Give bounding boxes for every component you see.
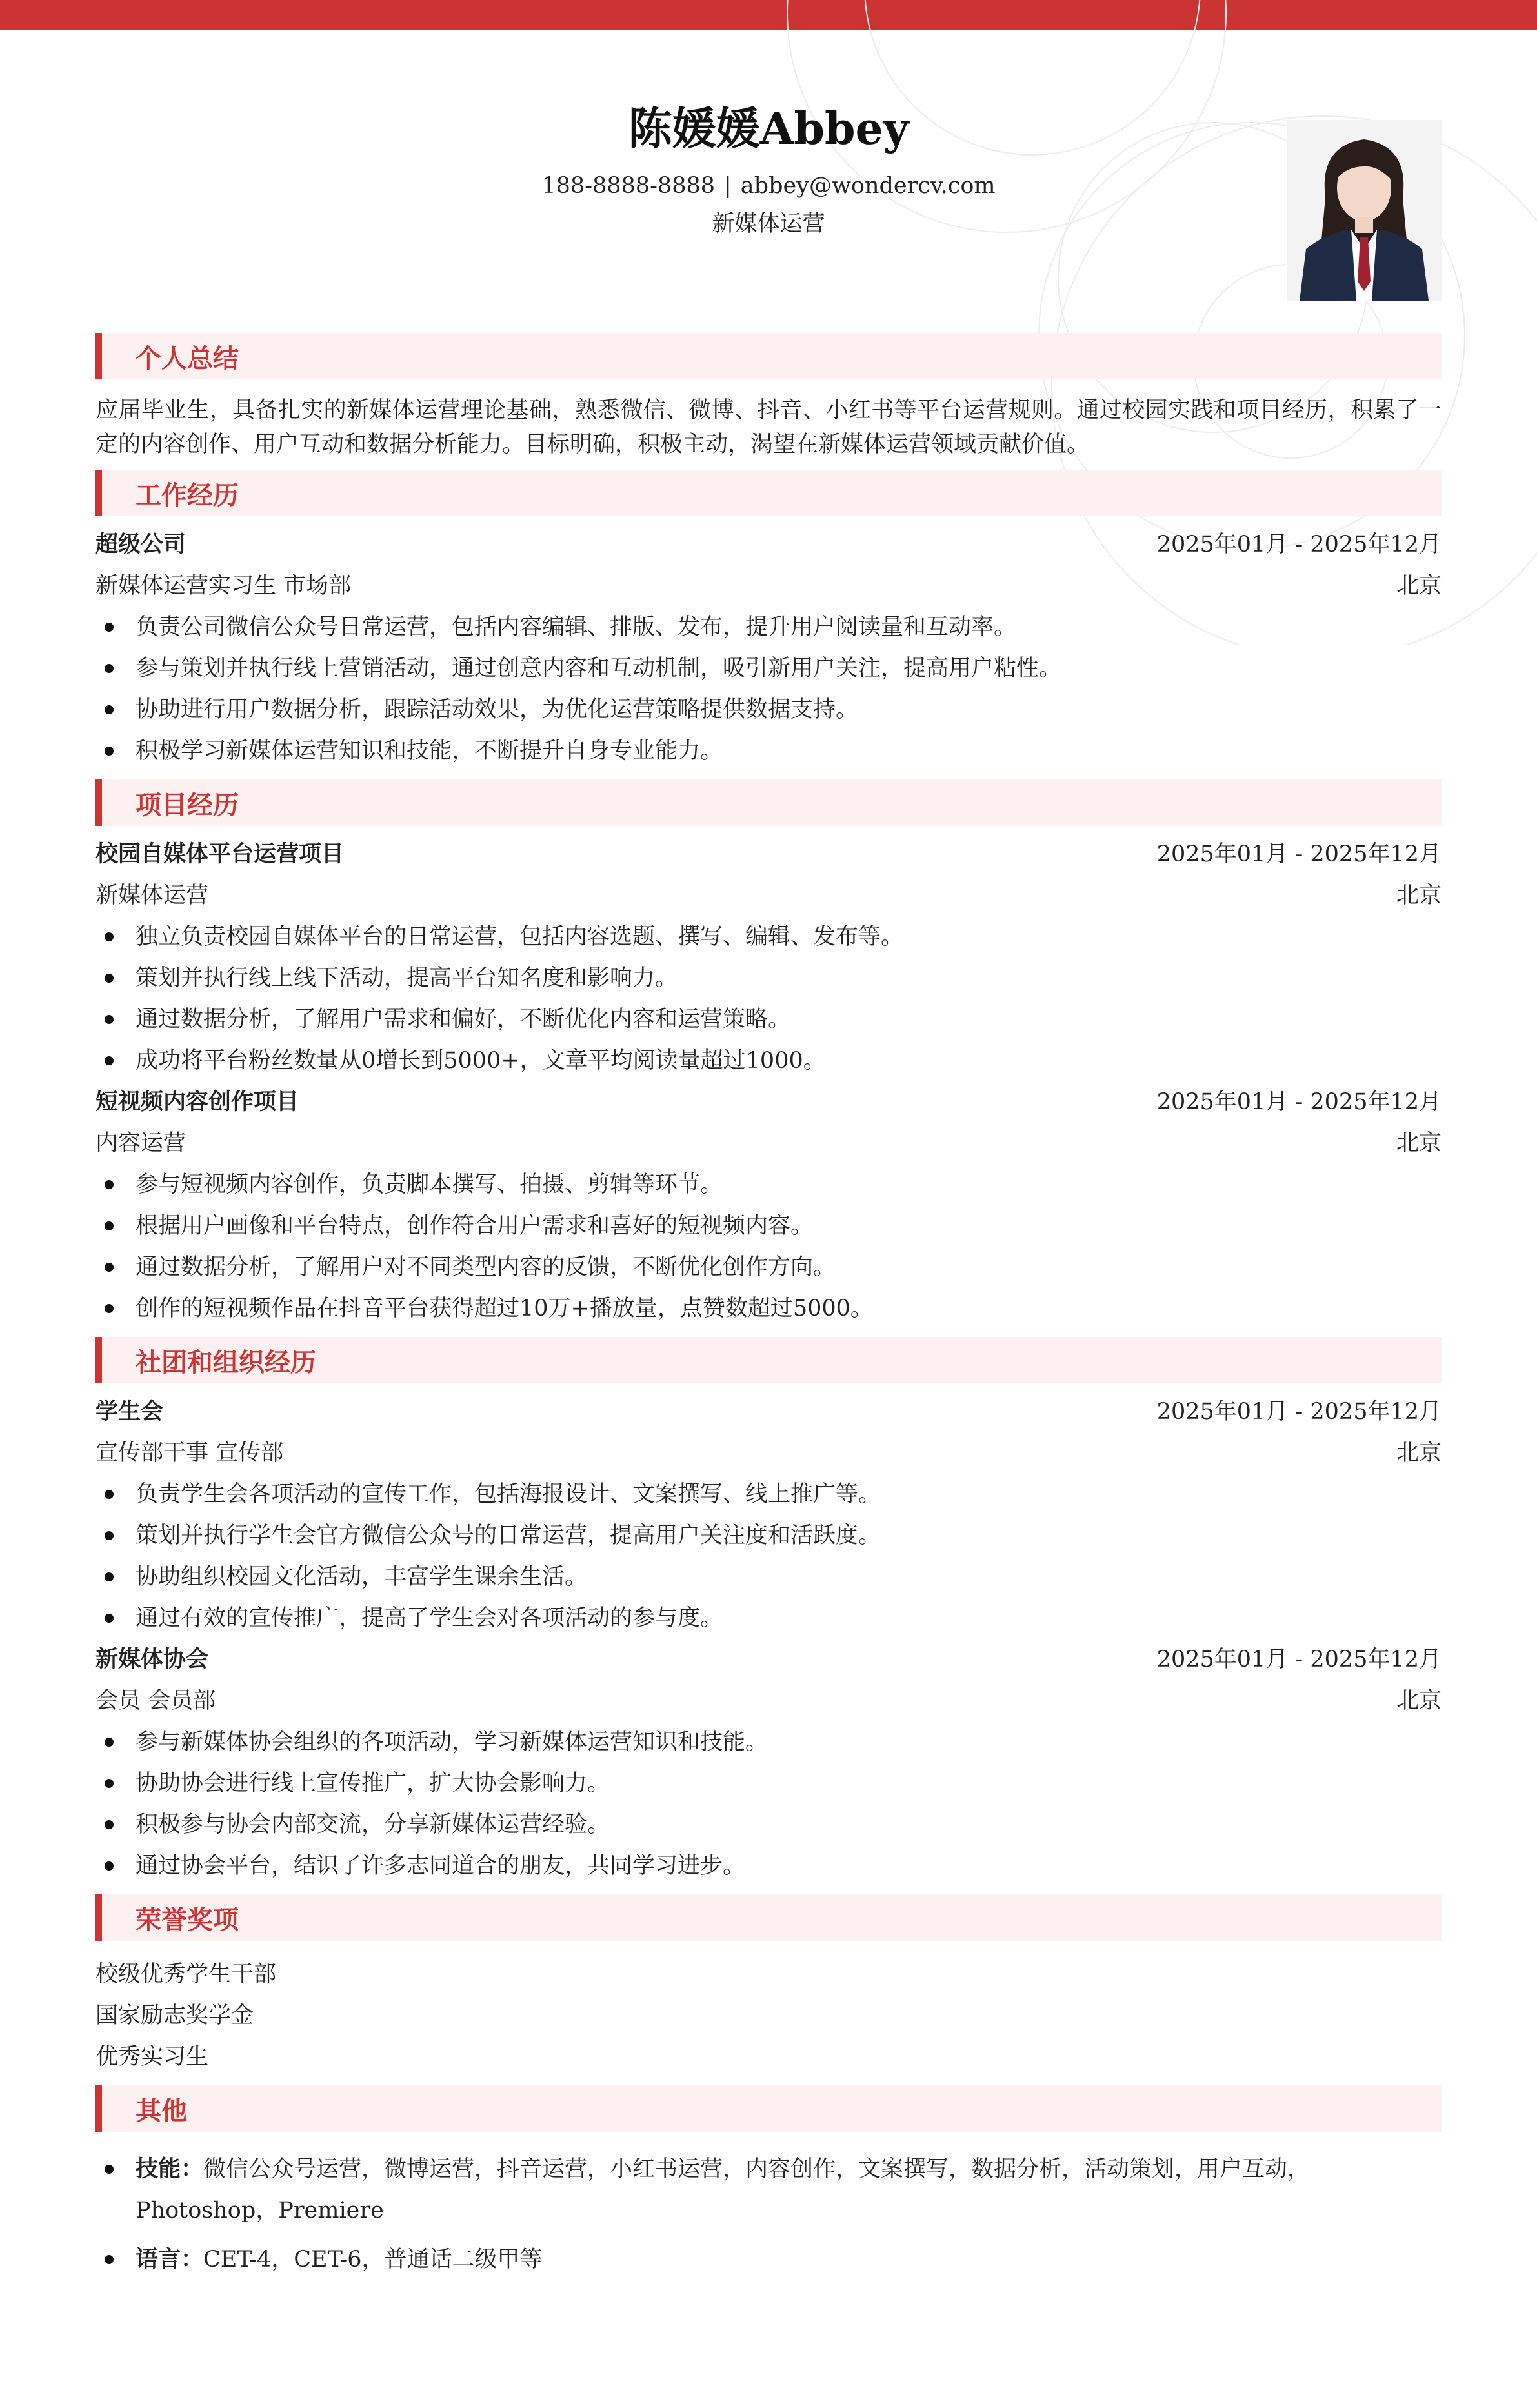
entry-organization: 校园自媒体平台运营项目: [95, 841, 345, 867]
bullet-item: 负责公司微信公众号日常运营，包括内容编辑、排版、发布，提升用户阅读量和互动率。: [95, 607, 1442, 648]
entry-location: 北京: [1396, 573, 1442, 599]
entry-bullets: [95, 1164, 1442, 1329]
skills-text: 微信公众号运营，微博运营，抖音运营，小红书运营，内容创作，文案撰写，数据分析，活动策划，用户互动，Photoshop，Premiere: [136, 2156, 1311, 2223]
target-role: 新媒体运营: [712, 211, 825, 237]
entry-bullets: [95, 1721, 1442, 1887]
email-address: abbey@wondercv.com: [740, 173, 996, 199]
bullet-item: 创作的短视频作品在抖音平台获得超过10万+播放量，点赞数超过5000。: [95, 1288, 1442, 1329]
section-header-other: [95, 2085, 1442, 2132]
bullet-item: 负责学生会各项活动的宣传工作，包括海报设计、文案撰写、线上推广等。: [95, 1474, 1442, 1515]
skills-label: 技能：: [136, 2156, 204, 2182]
entry-location: 北京: [1396, 1130, 1442, 1156]
other-list: [95, 2149, 1442, 2280]
section-accent-bar: [95, 779, 102, 826]
entry-position: 新媒体运营: [95, 883, 209, 908]
bullet-item: 参与新媒体协会组织的各项活动，学习新媒体运营知识和技能。: [95, 1721, 1442, 1763]
bullet-item: 通过有效的宣传推广，提高了学生会对各项活动的参与度。: [95, 1598, 1442, 1639]
section-title: 其他: [136, 2095, 187, 2126]
project-entry: [95, 834, 1442, 1329]
bullet-item: 根据用户画像和平台特点，创作符合用户需求和喜好的短视频内容。: [95, 1205, 1442, 1247]
languages-text: CET-4，CET-6，普通话二级甲等: [203, 2247, 543, 2273]
entry-bullets: [95, 607, 1442, 772]
section-title: 工作经历: [136, 479, 239, 510]
entry-date: 2025年01月 - 2025年12月: [1156, 1089, 1442, 1115]
bullet-item: 策划并执行线上线下活动，提高平台知名度和影响力。: [95, 958, 1442, 999]
section-accent-bar: [95, 2085, 102, 2132]
section-accent-bar: [95, 1894, 102, 1941]
honor-item: 优秀实习生: [95, 2044, 209, 2070]
bullet-item: 协助组织校园文化活动，丰富学生课余生活。: [95, 1556, 1442, 1598]
languages-label: 语言：: [136, 2246, 204, 2273]
skills-item: [95, 2149, 1442, 2231]
entry-date: 2025年01月 - 2025年12月: [1156, 841, 1442, 867]
bullet-item: 成功将平台粉丝数量从0增长到5000+，文章平均阅读量超过1000。: [95, 1040, 1442, 1081]
entry-date: 2025年01月 - 2025年12月: [1156, 532, 1442, 557]
club-entry: [95, 1391, 1442, 1887]
section-header-clubs: [95, 1337, 1442, 1383]
honors-list: [95, 1954, 1442, 2078]
languages-item: [95, 2239, 1442, 2280]
section-header-work: [95, 470, 1442, 516]
entry-date: 2025年01月 - 2025年12月: [1156, 1647, 1442, 1672]
section-title: 社团和组织经历: [136, 1347, 316, 1378]
section-title: 荣誉奖项: [136, 1904, 239, 1935]
contact-separator: |: [724, 173, 732, 199]
bullet-item: 策划并执行学生会官方微信公众号的日常运营，提高用户关注度和活跃度。: [95, 1515, 1442, 1556]
entry-location: 北京: [1396, 883, 1442, 908]
entry-location: 北京: [1396, 1688, 1442, 1714]
section-accent-bar: [95, 333, 102, 379]
bullet-item: 积极参与协会内部交流，分享新媒体运营经验。: [95, 1804, 1442, 1845]
entry-date: 2025年01月 - 2025年12月: [1156, 1399, 1442, 1425]
bullet-item: 通过协会平台，结识了许多志同道合的朋友，共同学习进步。: [95, 1845, 1442, 1887]
honor-item: 国家励志奖学金: [95, 2003, 254, 2029]
bullet-item: 协助协会进行线上宣传推广，扩大协会影响力。: [95, 1763, 1442, 1804]
bullet-item: 积极学习新媒体运营知识和技能，不断提升自身专业能力。: [95, 730, 1442, 772]
entry-position: 新媒体运营实习生 市场部: [95, 573, 352, 599]
bullet-item: 独立负责校园自媒体平台的日常运营，包括内容选题、撰写、编辑、发布等。: [95, 916, 1442, 958]
bullet-item: 参与短视频内容创作，负责脚本撰写、拍摄、剪辑等环节。: [95, 1164, 1442, 1205]
work-entry: [95, 524, 1442, 772]
bullet-item: 通过数据分析，了解用户对不同类型内容的反馈，不断优化创作方向。: [95, 1247, 1442, 1288]
honor-item: 校级优秀学生干部: [95, 1962, 277, 1987]
entry-position: 会员 会员部: [95, 1688, 216, 1714]
entry-bullets: [95, 916, 1442, 1081]
bullet-item: 协助进行用户数据分析，跟踪活动效果，为优化运营策略提供数据支持。: [95, 689, 1442, 730]
section-title: 项目经历: [136, 789, 239, 820]
phone-number: 188-8888-8888: [541, 173, 715, 199]
entry-organization: 短视频内容创作项目: [95, 1089, 299, 1115]
section-accent-bar: [95, 470, 102, 516]
entry-organization: 新媒体协会: [95, 1646, 209, 1672]
bullet-item: 通过数据分析，了解用户需求和偏好，不断优化内容和运营策略。: [95, 999, 1442, 1040]
bullet-item: 参与策划并执行线上营销活动，通过创意内容和互动机制，吸引新用户关注，提高用户粘性。: [95, 648, 1442, 689]
top-accent-bar: [0, 0, 1537, 30]
section-title: 个人总结: [136, 343, 239, 374]
candidate-name: 陈媛媛Abbey: [628, 103, 909, 155]
section-header-projects: [95, 779, 1442, 826]
portrait-illustration: [1287, 120, 1442, 301]
entry-organization: 超级公司: [95, 531, 186, 557]
section-accent-bar: [95, 1337, 102, 1383]
resume-body: [95, 328, 1442, 2288]
summary-text: 应届毕业生，具备扎实的新媒体运营理论基础，熟悉微信、微博、抖音、小红书等平台运营规则。通过校园实践和项目经历，积累了一定的内容创作、用户互动和数据分析能力。目标明确，积极主动，渴望在新媒体运营领域贡献价值。: [95, 397, 1442, 457]
entry-organization: 学生会: [95, 1398, 164, 1425]
entry-location: 北京: [1396, 1440, 1442, 1466]
profile-photo: [1287, 120, 1442, 301]
entry-position: 内容运营: [95, 1130, 186, 1156]
section-header-honors: [95, 1894, 1442, 1941]
entry-bullets: [95, 1474, 1442, 1639]
entry-position: 宣传部干事 宣传部: [95, 1440, 284, 1466]
section-header-summary: [95, 333, 1442, 379]
